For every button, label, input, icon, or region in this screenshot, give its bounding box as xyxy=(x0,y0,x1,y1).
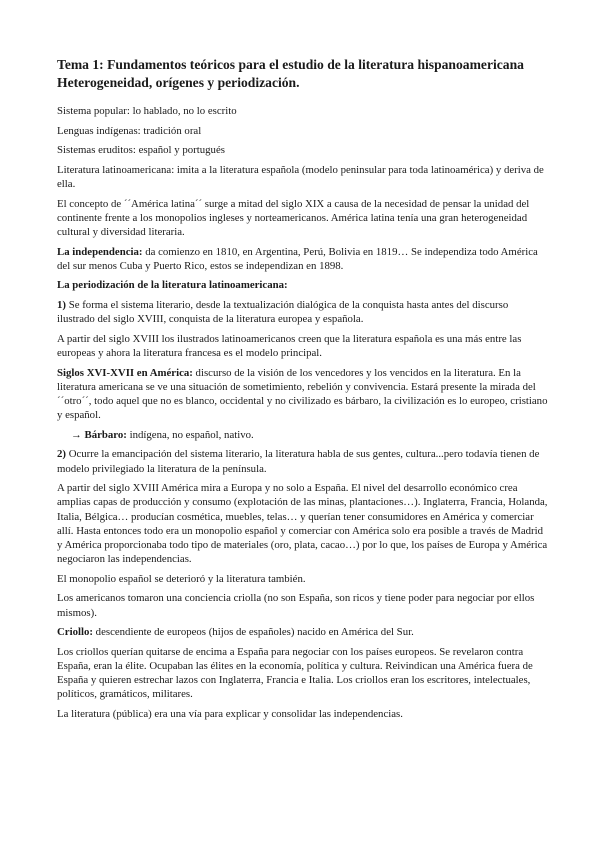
paragraph-bold-lead: La periodización de la literatura latinoamericana: xyxy=(57,279,288,292)
paragraph-text: A partir del siglo XVIII América mira a Europa y no solo a España. El nivel del desarrollo económico crea amplias capas de producción y consumo (explotación de las minas, plantaciones…). Inglaterra, Francia, Holanda, Italia, Bélgica… producían cosmética, muebles, telas… y querían tener consumidores en América y comerciar allí. Hasta entonces todo era un monopolio español y comerciar con América solo era posible a través de Madrid y América proporcionaba todo tipo de materiales (oro, plata, cacao…) por lo que, los países de Europa y América negociaron las independencias. xyxy=(57,482,548,566)
paragraph-bold-lead: La independencia: xyxy=(57,245,143,258)
document-title xyxy=(57,56,548,91)
paragraph-text: Los americanos tomaron una conciencia criolla (no son España, son ricos y tiene poder para negociar por ellos mismos). xyxy=(57,592,535,619)
paragraph-text: indígena, no español, nativo. xyxy=(126,428,254,441)
paragraph xyxy=(57,572,548,586)
paragraph-text: da comienzo en 1810, en Argentina, Perú, Bolivia en 1819… Se independiza todo América del sur menos Cuba y Puerto Rico, estos se independizan en 1898. xyxy=(57,245,538,272)
paragraph xyxy=(57,447,548,475)
paragraph-text: Sistemas eruditos: español y portugués xyxy=(57,144,225,157)
paragraph-text: La literatura (pública) era una vía para explicar y consolidar las independencias. xyxy=(57,707,403,720)
paragraph xyxy=(57,298,548,326)
paragraph-text: Sistema popular: lo hablado, no lo escrito xyxy=(57,105,237,117)
paragraph xyxy=(57,163,548,191)
paragraph-text: descendiente de europeos (hijos de españoles) nacido en América del Sur. xyxy=(92,626,414,639)
paragraph xyxy=(57,197,548,240)
paragraph xyxy=(57,591,548,619)
title-line-2: Heterogeneidad, orígenes y periodización. xyxy=(57,74,300,90)
paragraph xyxy=(57,124,548,138)
paragraph xyxy=(57,366,548,423)
paragraph xyxy=(57,428,548,442)
paragraph-text: discurso de la visión de los vencedores y los vencidos en la literatura. En la literatura americana se ve una situación de sometimiento, rebelión y convivencia. Estará presente la mirada del ´´otro´´, todo aquel que no es blanco, occidental y no civilizado es bárbaro, la civilización es lo europeo, cristiano y español. xyxy=(57,366,548,422)
title-line-1: Tema 1: Fundamentos teóricos para el estudio de la literatura hispanoamericana xyxy=(57,57,524,72)
paragraph-text: Ocurre la emancipación del sistema literario, la literatura habla de sus gentes, cultura...pero todavía tienen de modelo privilegiado la literatura de la península. xyxy=(57,448,540,475)
paragraph-bold-lead: → Bárbaro: xyxy=(71,428,127,441)
paragraph-text: Lenguas indígenas: tradición oral xyxy=(57,124,202,137)
paragraph xyxy=(57,481,548,566)
paragraph xyxy=(57,104,548,118)
paragraph-bold-lead: Criollo: xyxy=(57,626,93,639)
paragraph-text: Se forma el sistema literario, desde la textualización dialógica de la conquista hasta antes del discurso ilustrado del siglo XVIII, conquista de la literatura europea y española. xyxy=(57,298,509,326)
paragraph xyxy=(57,278,548,292)
paragraph-bold-lead: Siglos XVI-XVII en América: xyxy=(57,366,193,379)
paragraph xyxy=(57,143,548,157)
document-body xyxy=(57,104,548,721)
paragraph xyxy=(57,625,548,639)
paragraph-text: A partir del siglo XVIII los ilustrados latinoamericanos creen que la literatura española es una más entre las europeas y ahora la literatura francesa es el modelo principal. xyxy=(57,332,522,359)
paragraph-bold-lead: 1) xyxy=(57,298,66,311)
paragraph xyxy=(57,245,548,273)
paragraph-text: El monopolio español se deterioró y la literatura también. xyxy=(57,572,306,585)
paragraph xyxy=(57,332,548,360)
paragraph-bold-lead: 2) xyxy=(57,448,66,461)
paragraph-text: Los criollos querían quitarse de encima a España para negociar con los países europeos. Se revelaron contra España, eran la élite. Ocupaban las élites en la economía, política y cultura. Reivindican una América fuera de España y quieren estrechar lazos con Inglaterra, Francia e Italia. Los criollos eran los escritores, intelectuales, políticos, gramáticos, militares. xyxy=(57,645,533,701)
paragraph xyxy=(57,645,548,702)
paragraph-text: Literatura latinoamericana: imita a la literatura española (modelo peninsular para toda latinoamérica) y deriva de ella. xyxy=(57,163,544,190)
paragraph xyxy=(57,707,548,721)
paragraph-text: El concepto de ´´América latina´´ surge a mitad del siglo XIX a causa de la necesidad de pensar la unidad del continente frente a los monopolios ingleses y norteamericanos. América latina tenía una gran heterogeneidad cultural y diversidad literaria. xyxy=(57,197,530,238)
